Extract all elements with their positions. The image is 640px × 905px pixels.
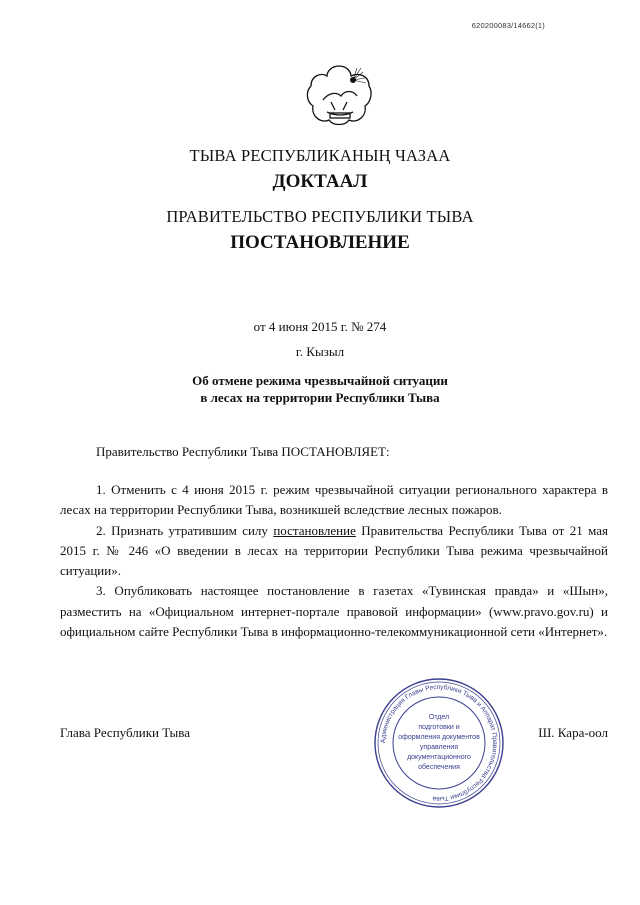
city-line: г. Кызыл bbox=[295, 344, 345, 359]
preamble: Правительство Республики Тыва ПОСТАНОВЛЯЕТ: bbox=[96, 444, 390, 459]
document-id: 620200083/14662(1) bbox=[471, 21, 545, 30]
title-line-1: Об отмене режима чрезвычайной ситуации bbox=[192, 373, 448, 388]
stamp-line-2: подготовки и bbox=[418, 724, 460, 731]
tuva-coat-of-arms-icon bbox=[303, 62, 375, 128]
resolution-link[interactable]: постановление bbox=[273, 522, 356, 538]
item-1: 1. Отменить с 4 июня 2015 г. режим чрезвычайной ситуации регионального характера в лесах на территории Республики Тыва, возникшей вследствие лесных пожаров. bbox=[60, 482, 608, 518]
stamp-line-5: документационного bbox=[407, 754, 471, 761]
stamp-line-3: оформления документов bbox=[398, 734, 480, 741]
header-resolution: ПОСТАНОВЛЕНИЕ bbox=[230, 232, 410, 253]
official-stamp bbox=[373, 677, 505, 809]
date-line: от 4 июня 2015 г. № 274 bbox=[253, 319, 387, 334]
item-2-before: 2. Признать утратившим силу bbox=[96, 522, 274, 538]
item-2 bbox=[60, 521, 608, 582]
signature-name: Ш. Кара-оол bbox=[538, 725, 608, 740]
header-government: ПРАВИТЕЛЬСТВО РЕСПУБЛИКИ ТЫВА bbox=[166, 207, 474, 226]
header-tuvan-government: ТЫВА РЕСПУБЛИКАНЫҢ ЧАЗАА bbox=[189, 146, 451, 165]
stamp-line-4: управления bbox=[419, 744, 459, 751]
stamp-line-1: Отдел bbox=[428, 714, 450, 721]
document-title bbox=[0, 372, 640, 406]
item-3: 3. Опубликовать настоящее постановление в газетах «Тувинская правда» и «Шын», разместить на «Официальном интернет-портале правовой информации» (www.pravo.gov.ru) и официальном сайте Республики Тыва в информационно-телекоммуникационной сети «Интернет». bbox=[60, 583, 608, 640]
stamp-ring-text: Администрация Главы Республики Тыва и Аппарат Правительства Республики Тыва bbox=[379, 683, 499, 803]
signature-position: Глава Республики Тыва bbox=[60, 725, 191, 740]
title-line-2: в лесах на территории Республики Тыва bbox=[200, 390, 440, 405]
resolution-body bbox=[60, 480, 608, 642]
stamp-line-6: обеспечения bbox=[418, 764, 460, 771]
header-doktaal: ДОКТААЛ bbox=[272, 171, 368, 192]
item-2-after: Правительства Республики Тыва от 21 мая 2015 г. № 246 «О введении в лесах на территории Республики Тыва режима чрезвычайной ситуации». bbox=[60, 522, 608, 579]
